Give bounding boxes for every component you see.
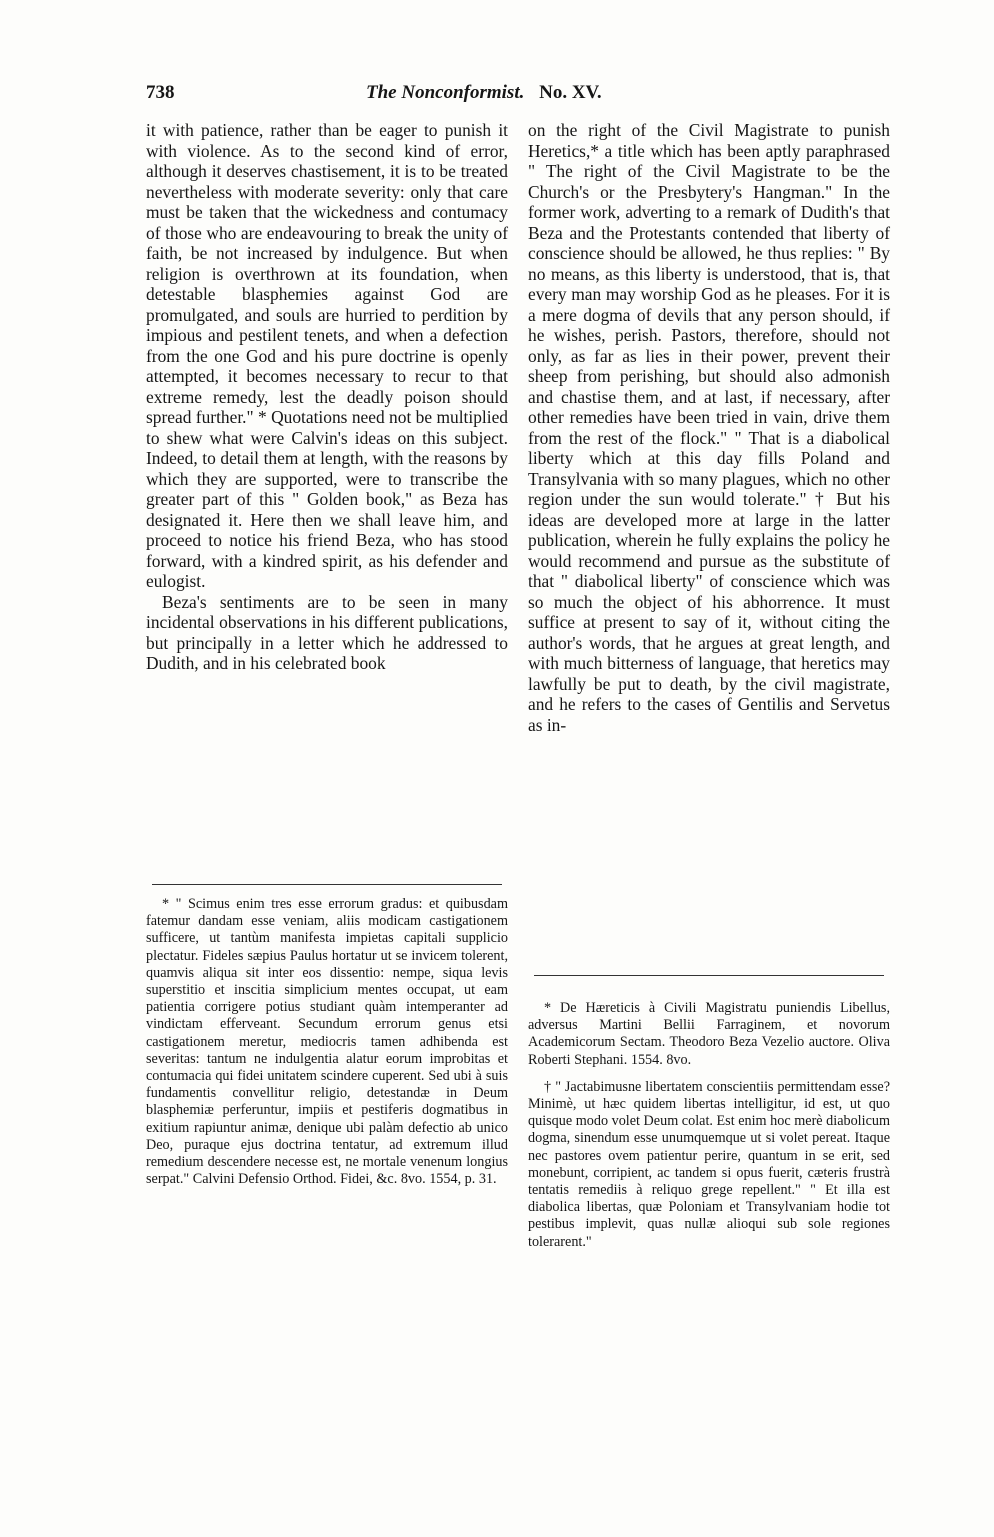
publication-title: The Nonconformist. xyxy=(366,82,525,103)
left-paragraph-2: Beza's sentiments are to be seen in many incidental observations in his different publications, but principally in a letter which he addressed to Dudith, and in his celebrated book xyxy=(146,591,508,673)
footnotes-left xyxy=(146,896,508,1188)
page-header xyxy=(146,82,886,110)
footnote-divider-left xyxy=(152,884,502,885)
footnote-beza-title: * De Hæreticis à Civili Magistratu puniendis Libellus, adversus Martini Bellii Farraginem, et novorum Academicorum Sectam. Theodoro Beza Vezelio auctore. Oliva Roberti Stephani. 1554. 8vo. xyxy=(528,1000,890,1068)
left-column xyxy=(146,120,508,674)
footnote-divider-right xyxy=(534,975,884,976)
left-paragraph-1: it with patience, rather than be eager to punish it with violence. As to the second kind of error, although it deserves chastisement, it is to be treated nevertheless with moderate severity: only that care must be taken that the wickedness and contumacy of those who are endeavouring to break the unity of faith, be not increased by indulgence. But when religion is overthrown at its foundation, when detestable blasphemies against God are promulgated, and souls are hurried to perdition by impious and pestilent tenets, and when a defection from the one God and his pure doctrine is openly attempted, it becomes necessary to recur to that extreme remedy, lest the deadly poison should spread further." * Quotations need not be multiplied to shew what were Calvin's ideas on this subject. Indeed, to detail them at length, with the reasons by which they are supported, were to transcribe the greater part of this " Golden book," as Beza has designated it. Here then we shall leave him, and proceed to notice his friend Beza, who has stood forward, with a kindred spirit, as his defender and eulogist. xyxy=(146,120,508,591)
issue-number: No. XV. xyxy=(539,82,602,103)
footnote-beza-quote: † " Jactabimusne libertatem conscientiis permittendam esse? Minimè, ut hæc quidem libertas intelligitur, id est, ut quo quisque modo volet Deum colat. Est enim hoc merè diabolicum dogma, sinendum esse unumquemque ut si volet pereat. Itaque nec pastores ovem patientur perire, quantum in se erit, sed monebunt, corripient, ac tandem si opus fuerit, cæteris frustrà tentatis remediis à reliquo grege repellent." " Et illa est diabolica libertas, quæ Poloniam et Transylvaniam hodie tot pestibus implevit, quas nullæ alioqui sub sole regiones tolerarent." xyxy=(528,1078,890,1250)
footnote-calvin: * " Scimus enim tres esse errorum gradus: et quibusdam fatemur dandam esse veniam, aliis modicam castigationem sufficere, ut tantùm manifesta impietas capitali supplicio plectatur. Fideles sæpius Paulus hortatur ut se invicem tolerent, quamvis aliqua sit inter eos dissentio: nempe, siqua levis superstitio et inscitia simplicium mentes occupat, ut eam patientia corrigere potius studiant quàm intemperanter ad vindictam efferveant. Secundum errorum genus etsi castigationem meretur, mediocris tamen adhibenda est severitas: tantum ne indulgentia alatur eorum improbitas et contumacia qui fidei unitatem scindere cuperent. Sed ubi à suis fundamentis convellitur religio, detestandæ in Deum blasphemiæ perferuntur, impiis et pestiferis dogmatibus in exitium rapiuntur animæ, denique ubi palàm defectio ab unico Deo, puraque ejus doctrina tentatur, ad extremum illud remedium descendere necesse est, ne mortale venenum longius serpat." Calvini Defensio Orthod. Fidei, &c. 8vo. 1554, p. 31. xyxy=(146,896,508,1188)
footnotes-right xyxy=(528,1000,890,1251)
running-title xyxy=(366,82,602,104)
right-paragraph-1: on the right of the Civil Magistrate to punish Heretics,* a title which has been aptly paraphrased " The right of the Civil Magistrate to be the Church's or the Presbytery's Hangman." In the former work, adverting to a remark of Dudith's that Beza and the Protestants contended that liberty of conscience should be allowed, he thus replies: " By no means, as this liberty is understood, that is, that every man may worship God as he pleases. For it is a mere dogma of devils that any person should, if he wishes, perish. Pastors, therefore, should not only, as far as lies in their power, prevent their sheep from perishing, but should also admonish and chastise them, and at last, if necessary, after other remedies have been tried in vain, drive them from the rest of the flock." " That is a diabolical liberty which at this day fills Poland and Transylvania with so many plagues, which no other region under the sun would tolerate." † But his ideas are developed more at large in the latter publication, wherein he fully explains the policy he would recommend and pursue as the substitute of that " diabolical liberty" of conscience which was so much the object of his abhorrence. It must suffice at present to say of it, without citing the author's words, that he argues at great length, and with much bitterness of language, that heretics may lawfully be put to death, by the civil magistrate, and he refers to the cases of Gentilis and Servetus as in- xyxy=(528,120,890,735)
right-column xyxy=(528,120,890,735)
page-number: 738 xyxy=(146,82,175,103)
